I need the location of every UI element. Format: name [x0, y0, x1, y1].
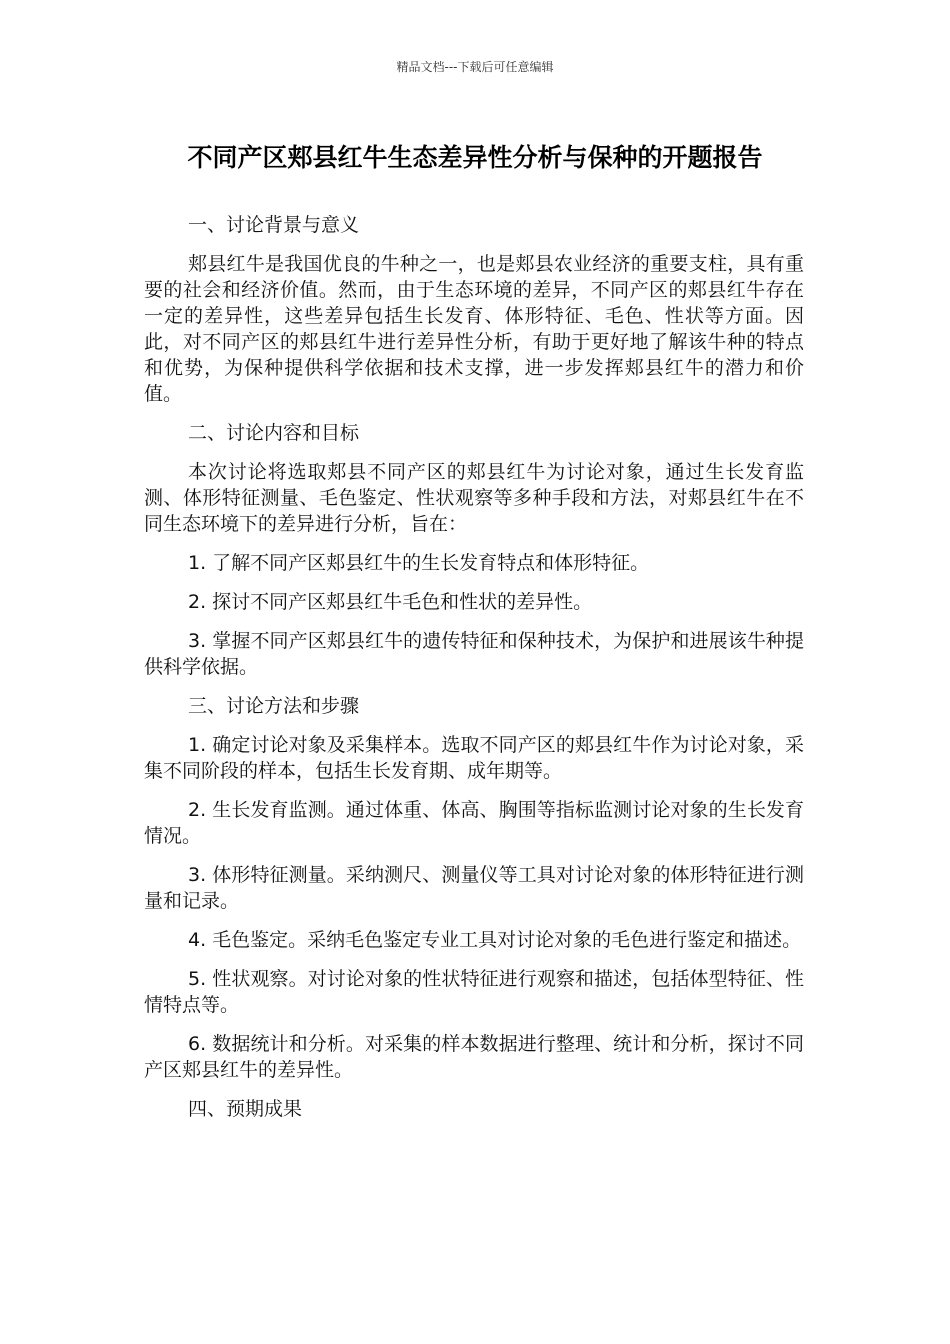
method-item-3: 3. 体形特征测量。采纳测尺、测量仪等工具对讨论对象的体形特征进行测量和记录。: [144, 864, 804, 912]
paragraph-content-goals: 本次讨论将选取郏县不同产区的郏县红牛为讨论对象，通过生长发育监测、体形特征测量、毛色鉴定、性状观察等多种手段和方法，对郏县红牛在不同生态环境下的差异进行分析，旨在：: [144, 461, 804, 535]
document-body: [144, 212, 804, 1135]
page-header: 精品文档---下载后可任意编辑: [396, 60, 554, 74]
section-heading-expected-results: 四、预期成果: [188, 1098, 303, 1120]
method-item-5: 5. 性状观察。对讨论对象的性状特征进行观察和描述，包括体型特征、性情特点等。: [144, 968, 804, 1016]
goal-item-1: 1. 了解不同产区郏县红牛的生长发育特点和体形特征。: [188, 552, 650, 574]
section-heading-background: 一、讨论背景与意义: [188, 214, 360, 236]
method-item-6: 6. 数据统计和分析。对采集的样本数据进行整理、统计和分析，探讨不同产区郏县红牛的差异性。: [144, 1033, 804, 1081]
method-item-1: 1. 确定讨论对象及采集样本。选取不同产区的郏县红牛作为讨论对象，采集不同阶段的样本，包括生长发育期、成年期等。: [144, 734, 804, 782]
document-title: 不同产区郏县红牛生态差异性分析与保种的开题报告: [187, 143, 763, 172]
method-item-2: 2. 生长发育监测。通过体重、体高、胸围等指标监测讨论对象的生长发育情况。: [144, 799, 804, 847]
goal-item-2: 2. 探讨不同产区郏县红牛毛色和性状的差异性。: [188, 591, 593, 613]
section-heading-content-goals: 二、讨论内容和目标: [188, 422, 360, 444]
section-heading-methods: 三、讨论方法和步骤: [188, 695, 360, 717]
method-item-4: 4. 毛色鉴定。采纳毛色鉴定专业工具对讨论对象的毛色进行鉴定和描述。: [188, 929, 802, 951]
paragraph-background: 郏县红牛是我国优良的牛种之一，也是郏县农业经济的重要支柱，具有重要的社会和经济价值。然而，由于生态环境的差异，不同产区的郏县红牛存在一定的差异性，这些差异包括生长发育、体形特征、毛色、性状等方面。因此，对不同产区的郏县红牛进行差异性分析，有助于更好地了解该牛种的特点和优势，为保种提供科学依据和技术支撑，进一步发挥郏县红牛的潜力和价值。: [144, 253, 804, 405]
goal-item-3: 3. 掌握不同产区郏县红牛的遗传特征和保种技术，为保护和进展该牛种提供科学依据。: [144, 630, 804, 678]
